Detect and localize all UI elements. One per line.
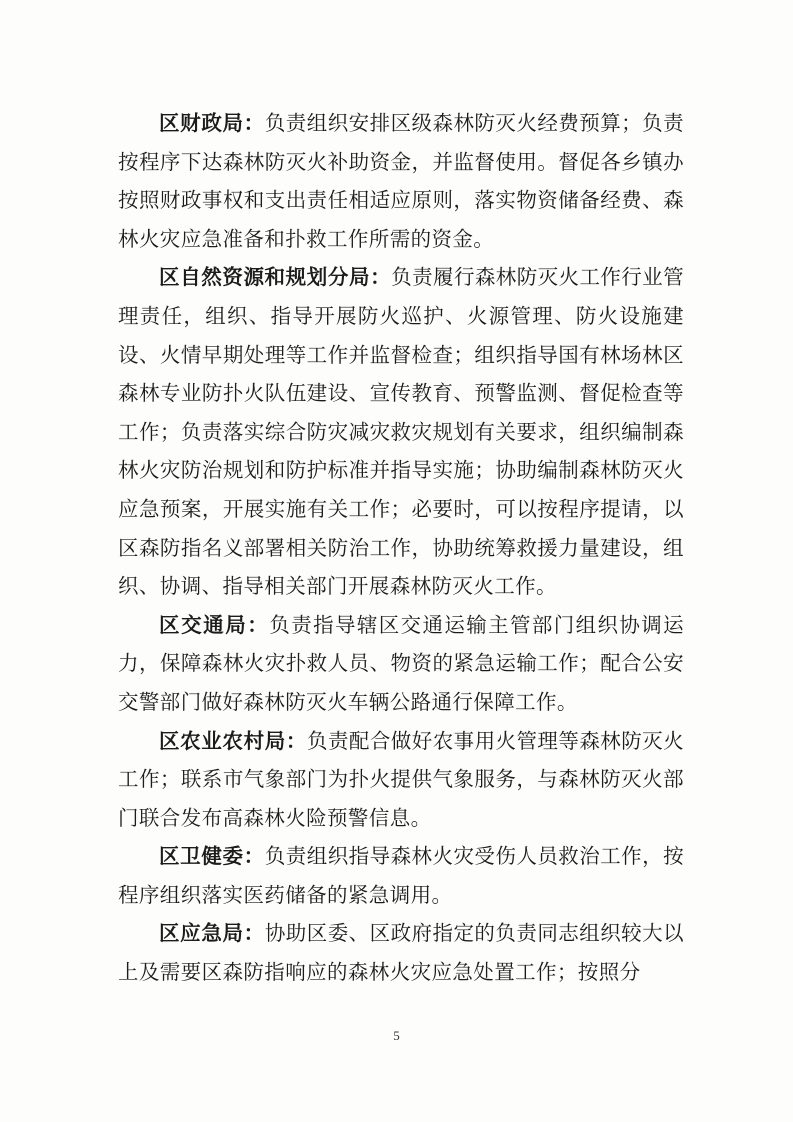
paragraph-heading: 区财政局： — [159, 111, 265, 135]
page-number: 5 — [393, 1028, 400, 1043]
paragraph-text: 负责指导辖区交通运输主管部门组织协调运力，保障森林火灾扑救人员、物资的紧急运输工作；配合公安交警部门做好森林防灭火车辆公路通行保障工作。 — [118, 612, 684, 714]
paragraph-agriculture-bureau — [118, 722, 684, 838]
paragraph-heading: 区应急局： — [159, 921, 265, 946]
paragraph-heading: 区农业农村局： — [159, 728, 308, 753]
paragraph-text: 协助区委、区政府指定的负责同志组织较大以上及需要区森防指响应的森林火灾应急处置工作；按照分 — [118, 921, 684, 985]
paragraph-transport-bureau — [118, 606, 684, 722]
paragraph-text: 负责组织指导森林火灾受伤人员救治工作，按程序组织落实医药储备的紧急调用。 — [118, 844, 684, 907]
paragraph-emergency-bureau — [118, 914, 684, 991]
paragraph-finance-bureau — [118, 104, 684, 258]
paragraph-natural-resources-bureau — [118, 258, 684, 605]
paragraph-heading: 区卫健委： — [159, 844, 265, 869]
paragraph-heading: 区交通局： — [159, 612, 270, 637]
paragraph-text: 负责履行森林防灭火工作行业管理责任，组织、指导开展防火巡护、火源管理、防火设施建设、火情早期处理等工作并监督检查；组织指导国有林场林区森林专业防扑火队伍建设、宣传教育、预警监测、督促检查等工作；负责落实综合防灾减灾救灾规划有关要求，组织编制森林火灾防治规划和防护标准并指导实施；协助编制森林防灭火应急预案，开展实施有关工作；必要时，可以按程序提请，以区森防指名义部署相关防治工作，协助统筹救援力量建设，组织、协调、指导相关部门开展森林防灭火工作。 — [118, 265, 684, 599]
paragraph-text: 负责组织安排区级森林防灭火经费预算；负责按程序下达森林防灭火补助资金，并监督使用。督促各乡镇办按照财政事权和支出责任相适应原则，落实物资储备经费、森林火灾应急准备和扑救工作所需的资金。 — [118, 111, 684, 251]
document-body — [118, 104, 684, 992]
paragraph-text: 负责配合做好农事用火管理等森林防灭火工作；联系市气象部门为扑火提供气象服务，与森林防灭火部门联合发布高森林火险预警信息。 — [118, 728, 685, 830]
paragraph-health-commission — [118, 837, 684, 914]
paragraph-heading: 区自然资源和规划分局： — [159, 265, 392, 290]
